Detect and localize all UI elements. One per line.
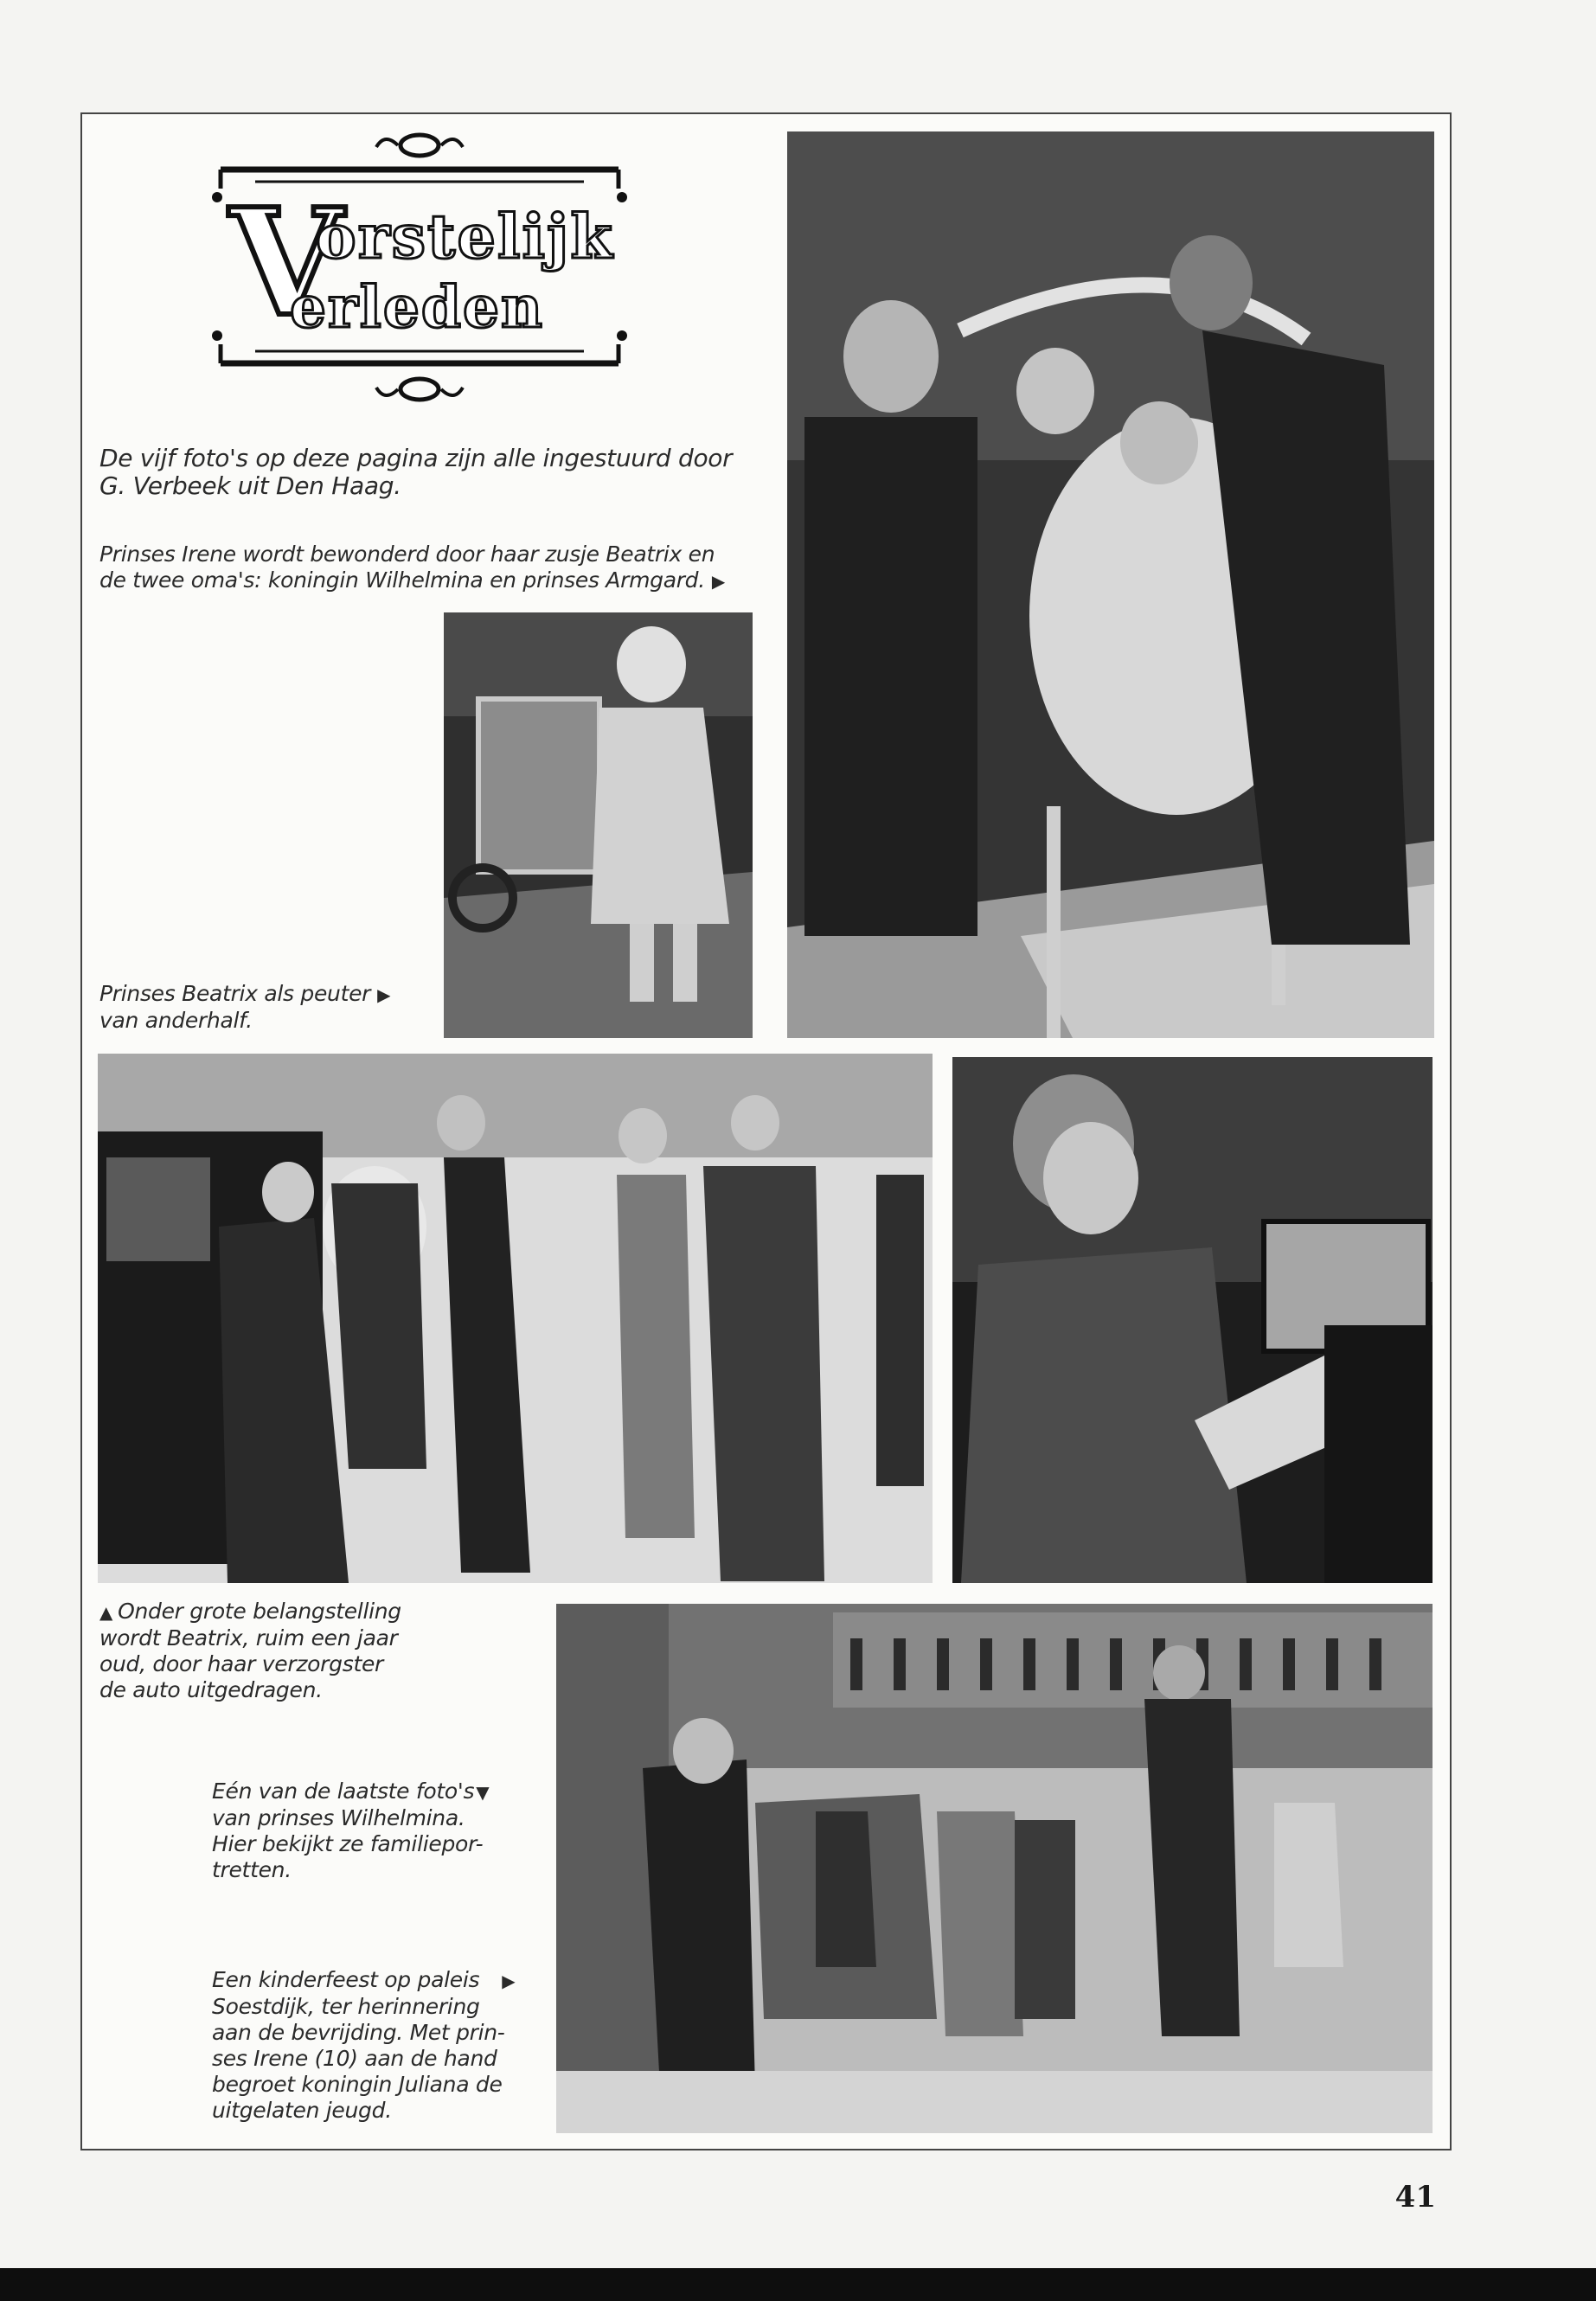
beatrix-caption-line-1: Prinses Beatrix als peuter [99, 981, 371, 1006]
photo-kinderfeest [556, 1604, 1433, 2133]
wilhelmina-caption-line-2: van prinses Wilhelmina. [212, 1805, 465, 1830]
irene-caption [99, 542, 774, 594]
page-number: 41 [1394, 2180, 1436, 2214]
auto-caption-line-2: wordt Beatrix, ruim een jaar [99, 1625, 398, 1650]
auto-caption-line-3: oud, door haar verzorgster [99, 1651, 384, 1676]
photo-cradle [787, 131, 1434, 1038]
feest-caption-line-2: Soestdijk, ter herinnering [212, 1994, 480, 2019]
logo-initial-1: V [229, 176, 343, 349]
photo-auto [98, 1054, 933, 1583]
beatrix-caption [99, 981, 428, 1034]
title-logo [203, 128, 636, 413]
feest-caption-line-4: ses Irene (10) aan de hand [212, 2046, 497, 2071]
bottom-border [0, 2268, 1596, 2301]
auto-caption [99, 1599, 463, 1703]
arrow-right-icon: ▶ [377, 984, 391, 1005]
photo-wilhelmina [952, 1057, 1433, 1583]
wilhelmina-caption-line-1: Eén van de laatste foto's [212, 1779, 475, 1804]
wilhelmina-caption [212, 1779, 541, 1883]
irene-caption-line-2: de twee oma's: koningin Wilhelmina en prinses Armgard. [99, 567, 705, 593]
arrow-down-icon: ▼ [476, 1782, 490, 1803]
photo-beatrix-toddler [444, 612, 753, 1038]
wilhelmina-caption-line-4: tretten. [212, 1857, 292, 1882]
logo-word-2: erleden [290, 273, 544, 341]
feest-caption-line-1: Een kinderfeest op paleis [212, 1967, 480, 1992]
auto-caption-line-4: de auto uitgedragen. [99, 1677, 323, 1702]
arrow-right-icon: ▶ [711, 571, 725, 592]
auto-caption-line-1: Onder grote belangstelling [118, 1599, 401, 1624]
wilhelmina-caption-line-3: Hier bekijkt ze familiepor- [212, 1831, 484, 1856]
arrow-up-icon: ▲ [99, 1602, 113, 1623]
beatrix-caption-line-2: van anderhalf. [99, 1008, 253, 1033]
intro-caption: De vijf foto's op deze pagina zijn alle ingestuurd door G. Verbeek uit Den Haag. [99, 444, 733, 500]
feest-caption-line-5: begroet koningin Juliana de [212, 2072, 503, 2097]
logo-word-1: orstelijk [316, 201, 614, 272]
irene-caption-line-1: Prinses Irene wordt bewonderd door haar zusje Beatrix en [99, 542, 715, 567]
arrow-right-icon: ▶ [502, 1971, 516, 1991]
feest-caption-line-6: uitgelaten jeugd. [212, 2098, 392, 2123]
feest-caption-line-3: aan de bevrijding. Met prin- [212, 2020, 505, 2045]
feest-caption [212, 1967, 549, 2124]
